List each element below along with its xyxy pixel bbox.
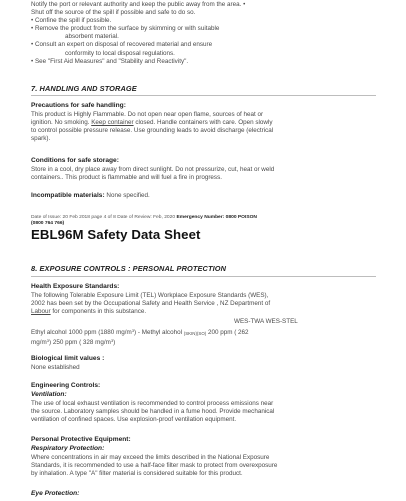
respiratory-heading: Respiratory Protection: (31, 445, 105, 452)
list-item: • Confine the spill if possible. (31, 17, 112, 25)
text-span: closed. Handle containers with care. Open slowly (133, 119, 273, 127)
exposure-limits-row-2 (31, 337, 376, 347)
list-item: • Consult an expert on disposal of recovered material and ensure (31, 41, 213, 49)
page-footer (31, 215, 376, 227)
stel-value: ) 250 ppm ( 328 mg/m (48, 339, 111, 346)
text-line (31, 308, 376, 316)
biological-limits-value: None established (31, 364, 80, 371)
text-line: Standards, it is recommended to use a half-face filter mask to protect from overexposure (31, 462, 278, 470)
text-line: by inhalation. A type "A" filter material is considered suitable for this product. (31, 470, 243, 478)
spill-response-list (31, 1, 376, 66)
eye-protection-heading: Eye Protection: (31, 490, 80, 497)
text-span: ignition. No smoking. (31, 119, 92, 127)
text-line: spark). (31, 135, 51, 143)
text-line: The following Tolerable Exposure Limit (TEL) Workplace Exposure Standards (WES), (31, 292, 269, 299)
engineering-controls-heading: Engineering Controls: (31, 382, 101, 389)
text-line: to control possible pressure release. Use grounding leads to avoid discharge (electrical (31, 127, 274, 135)
storage-text (31, 166, 376, 182)
respiratory-text (31, 454, 376, 478)
text-line: containers.. This product is flammable and will fuel a fire in progress. (31, 174, 222, 182)
document-title: EBL96M Safety Data Sheet (31, 227, 201, 242)
storage-heading: Conditions for safe storage: (31, 157, 119, 164)
unit-text: mg/m (31, 339, 47, 346)
superscript: 3 (46, 338, 49, 343)
ventilation-heading: Ventilation: (31, 391, 67, 398)
emergency-number: Emergency Number: 0800 POISON (176, 215, 257, 220)
issue-date: Date of Issue: 20 Feb 2018 page 4 of 8 Date of Review: Feb, 2020 (31, 215, 177, 220)
text-line (31, 119, 376, 127)
text-line: 2002 has been set by the Occupational Safety and Health Service , NZ Department of (31, 300, 271, 308)
precautions-text (31, 111, 376, 143)
skin-notation: (SKIN)(SO) (183, 331, 207, 336)
labour-link: Labour (31, 308, 51, 316)
list-item: • Remove the product from the surface by skimming or with suitable (31, 25, 220, 33)
incompatible-materials (31, 192, 376, 200)
incompatible-value: None specified. (104, 192, 150, 199)
ppe-heading: Personal Protective Equipment: (31, 436, 131, 443)
list-item: Shut off the source of the spill if possible and safe to do so. (31, 9, 196, 17)
superscript: 3 (110, 338, 114, 343)
section-divider (31, 95, 376, 96)
precautions-heading: Precautions for safe handling: (31, 102, 126, 109)
section-8-title: 8. EXPOSURE CONTROLS : PERSONAL PROTECTION (31, 264, 227, 273)
text-line: Store in a cool, dry place away from direct sunlight. Do not pressurize, cut, heat or weld (31, 166, 275, 173)
text-line: The use of local exhaust ventilation is recommended to control process emissions near (31, 400, 274, 407)
list-item: Notify the port or relevant authority and keep the public away from the area. • (31, 1, 246, 8)
text-line: This product is Highly Flammable. Do not open near open flame, sources of heat or (31, 111, 264, 118)
health-standards-text (31, 292, 376, 316)
ventilation-text (31, 400, 376, 424)
list-item: conformity to local disposal regulations. (65, 49, 175, 57)
list-item: absorbent material. (65, 33, 119, 41)
section-divider (31, 276, 376, 277)
wes-column-header: WES-TWA WES-STEL (234, 318, 298, 325)
list-item: • See "First Aid Measures" and "Stability and Reactivity". (31, 57, 189, 65)
text-span: for components in this substance. (50, 308, 147, 316)
text-line: ventilation of confined spaces. Use explosion-proof ventilation equipment. (31, 416, 237, 424)
ethyl-alcohol-limit: Ethyl alcohol 1000 ppm (1880 mg/m (31, 329, 132, 336)
superscript: 3 (131, 328, 135, 333)
section-7-title: 7. HANDLING AND STORAGE (31, 84, 137, 93)
text-span: ) (113, 339, 116, 346)
methyl-alcohol-label: ) - Methyl alcohol (134, 329, 184, 336)
emergency-number-digits: (0800 764 766) (31, 221, 65, 227)
text-line: the source. Laboratory samples should be handled in a fume hood. Provide mechanical (31, 408, 275, 416)
biological-limits-heading: Biological limit values : (31, 355, 105, 362)
health-standards-heading: Health Exposure Standards: (31, 283, 120, 290)
keep-container-link: Keep container (91, 119, 134, 127)
text-line: Where concentrations in air may exceed the limits described in the National Exposure (31, 454, 270, 461)
methyl-alcohol-limit: 200 ppm ( 262 (206, 329, 249, 336)
incompatible-label: Incompatible materials: (31, 192, 105, 199)
